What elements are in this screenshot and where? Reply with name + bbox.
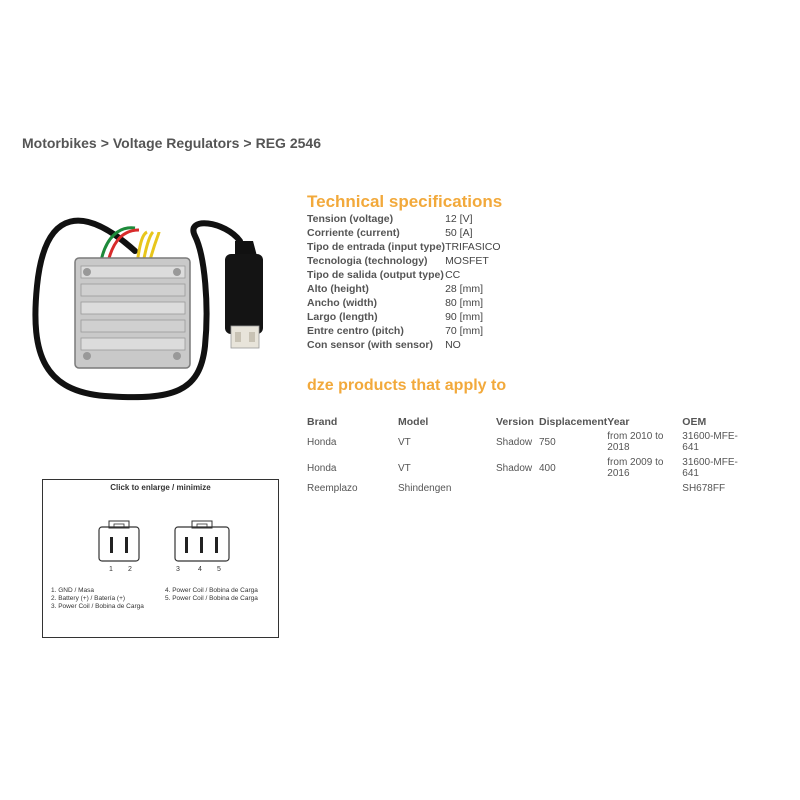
spec-row <box>307 310 501 324</box>
spec-value: TRIFASICO <box>445 241 501 253</box>
col-brand: Brand <box>307 415 338 428</box>
apply-title: dze products that apply to <box>307 377 507 394</box>
legend-item: 1. GND / Masa <box>51 587 94 594</box>
breadcrumb-current: REG 2546 <box>255 135 321 151</box>
spec-value: 80 [mm] <box>445 297 483 309</box>
breadcrumb-separator: > <box>243 135 252 151</box>
col-model: Model <box>398 415 429 428</box>
spec-value: MOSFET <box>445 255 489 267</box>
specs-title: Technical specifications <box>307 192 503 211</box>
cell-brand: Honda <box>307 436 337 448</box>
col-displacement: Displacement <box>539 415 608 428</box>
cell-version: Shadow <box>496 436 533 448</box>
spec-row <box>307 268 501 282</box>
legend-left <box>51 587 144 611</box>
specs-table <box>307 212 501 352</box>
spec-value: NO <box>445 339 461 351</box>
cell-year: from 2009 to 2016 <box>607 457 664 479</box>
spec-row <box>307 254 501 268</box>
pin-label: 3 <box>176 566 180 573</box>
spec-label: Tension (voltage) <box>307 213 394 225</box>
col-oem: OEM <box>682 415 707 428</box>
breadcrumb-voltage-regulators[interactable]: Voltage Regulators <box>112 135 240 151</box>
legend-item: 4. Power Coil / Bobina de Carga <box>165 587 258 594</box>
spec-label: Entre centro (pitch) <box>307 325 404 337</box>
diagram-caption[interactable]: Click to enlarge / minimize <box>110 483 211 492</box>
cell-oem: 31600-MFE-641 <box>682 457 738 479</box>
empty-cell <box>607 481 682 495</box>
spec-row <box>307 338 501 352</box>
legend-item: 3. Power Coil / Bobina de Carga <box>51 603 144 610</box>
spec-row <box>307 240 501 254</box>
spec-label: Tecnologia (technology) <box>307 255 428 267</box>
spec-value: 90 [mm] <box>445 311 483 323</box>
pin-label: 5 <box>217 566 221 573</box>
breadcrumb-motorbikes[interactable]: Motorbikes <box>22 135 97 151</box>
cell-displacement: 750 <box>539 436 556 448</box>
spec-value: 50 [A] <box>445 227 473 239</box>
pin-label: 2 <box>128 566 132 573</box>
legend-right <box>165 587 258 603</box>
connector-diagram[interactable] <box>42 479 279 638</box>
spec-value: CC <box>445 269 461 281</box>
product-image[interactable] <box>25 196 295 406</box>
spec-row <box>307 212 501 226</box>
spec-label: Con sensor (with sensor) <box>307 339 434 351</box>
spec-label: Tipo de salida (output type) <box>307 269 444 281</box>
legend-item: 2. Battery (+) / Batería (+) <box>51 595 126 602</box>
cell-oem: 31600-MFE-641 <box>682 431 738 453</box>
spec-label: Tipo de entrada (input type) <box>307 241 446 253</box>
replacement-part: SH678FF <box>682 482 726 494</box>
col-version: Version <box>496 415 534 428</box>
empty-cell <box>539 481 607 495</box>
cell-version: Shadow <box>496 462 533 474</box>
cell-year: from 2010 to 2018 <box>607 431 664 453</box>
replacement-row <box>307 481 742 495</box>
spec-label: Largo (length) <box>307 311 378 323</box>
cell-model: VT <box>398 462 411 474</box>
cell-model: VT <box>398 436 411 448</box>
apply-header-row <box>307 414 742 429</box>
breadcrumb-separator: > <box>100 135 109 151</box>
col-year: Year <box>607 415 630 428</box>
legend-item: 5. Power Coil / Bobina de Carga <box>165 595 258 602</box>
replacement-maker: Shindengen <box>398 482 452 494</box>
cell-displacement: 400 <box>539 462 556 474</box>
pin-label: 1 <box>109 566 113 573</box>
connector-drawing <box>43 480 278 580</box>
cell-brand: Honda <box>307 462 337 474</box>
spec-label: Alto (height) <box>307 283 369 295</box>
spec-row <box>307 226 501 240</box>
replacement-label: Reemplazo <box>307 482 358 494</box>
spec-label: Ancho (width) <box>307 297 377 309</box>
table-row <box>307 455 742 481</box>
spec-value: 12 [V] <box>445 213 473 225</box>
spec-row <box>307 296 501 310</box>
spec-label: Corriente (current) <box>307 227 400 239</box>
spec-value: 28 [mm] <box>445 283 483 295</box>
spec-row <box>307 282 501 296</box>
apply-table <box>307 414 742 495</box>
empty-cell <box>496 481 539 495</box>
spec-row <box>307 324 501 338</box>
pin-label: 4 <box>198 566 202 573</box>
table-row <box>307 429 742 455</box>
spec-value: 70 [mm] <box>445 325 483 337</box>
breadcrumb <box>22 135 321 151</box>
